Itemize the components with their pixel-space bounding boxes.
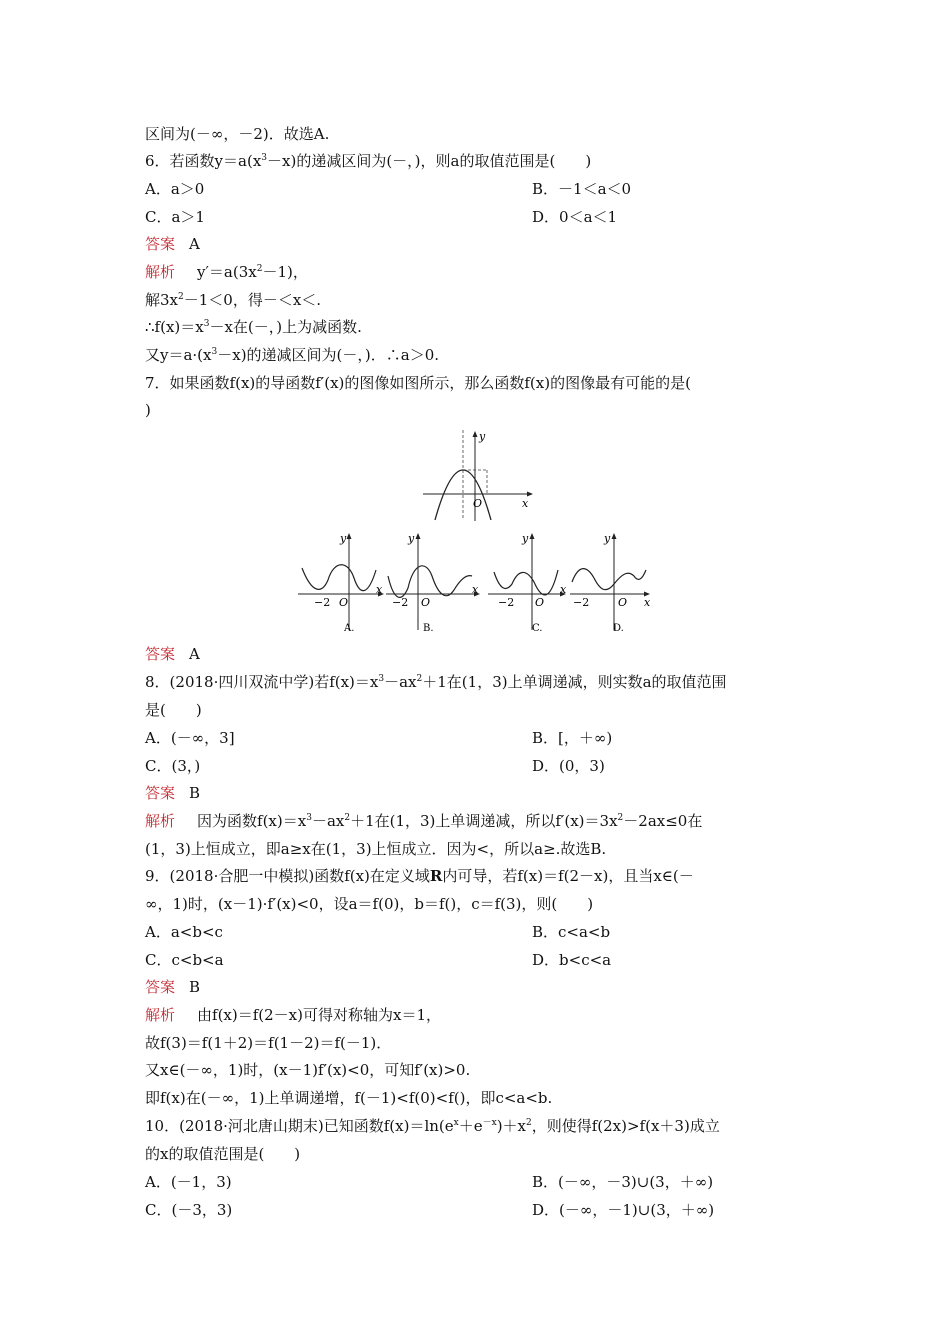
- q9-solution-2: 故f(3)＝f(1＋2)＝f(1－2)＝f(－1)．: [145, 1034, 392, 1052]
- q9-answer: 答案 B: [145, 978, 201, 996]
- q6-option-d: D．0＜a＜1: [532, 208, 618, 226]
- axis-y-label: y: [479, 430, 486, 443]
- q10-option-b: B．(－∞，－3)∪(3，＋∞): [532, 1173, 714, 1191]
- question-8-cont: 是( ): [145, 701, 202, 719]
- tick-label: −2: [573, 596, 590, 609]
- origin-label: O: [473, 497, 483, 510]
- q6-solution-3: $\therefore f(x)=x^3-x$在(－，)上为减函数.: [145, 318, 362, 336]
- option-graph-d: [570, 532, 651, 634]
- q6-option-a: A．a＞0: [145, 180, 205, 198]
- option-label-d: D.: [613, 623, 624, 634]
- origin-label: O: [339, 596, 349, 609]
- q9-option-b: B．c<a<b: [532, 923, 611, 941]
- q6-option-c: C．a＞1: [145, 208, 205, 226]
- question-9: 9．(2018·合肥一中模拟)函数f(x)在定义域R内可导，若f(x)＝f(2－x)，且当x∈(－: [145, 867, 694, 885]
- q8-option-a: A．(－∞，3]: [145, 729, 235, 747]
- q9-option-d: D．b<c<a: [532, 951, 612, 969]
- question-10-cont: 的x的取值范围是( ): [145, 1145, 301, 1163]
- q9-solution-1: 解析 由f(x)＝f(2－x)可得对称轴为x＝1，: [145, 1006, 441, 1024]
- q10-option-a: A．(－1，3): [145, 1173, 232, 1191]
- origin-label: O: [535, 596, 545, 609]
- axis-x-label: x: [376, 583, 383, 596]
- question-8: 8．(2018·四川双流中学)若$f(x)=x^3-ax^2+1$在(1，3)上单调递减，则实数a的取值范围: [145, 673, 727, 691]
- option-graph-b: [386, 532, 480, 634]
- q9-solution-3: 又x∈(－∞，1)时，(x－1)f′(x)<0，可知f′(x)>0.: [145, 1061, 471, 1079]
- q8-solution-2: (1，3)上恒成立，即a≥x在(1，3)上恒成立．因为<，所以a≥.故选B.: [145, 840, 607, 858]
- q8-option-c: C．(3，): [145, 757, 201, 775]
- option-label-b: B.: [423, 623, 434, 634]
- q8-answer: 答案 B: [145, 784, 201, 802]
- question-9-cont: ∞，1)时，(x－1)·f′(x)<0，设a＝f(0)，b＝f()，c＝f(3)，则( ): [145, 895, 594, 913]
- q7-answer: 答案 A: [145, 645, 200, 663]
- question-6: 6．若函数$y=a(x^3-x)$的递减区间为(－，)，则a的取值范围是( ): [145, 152, 592, 170]
- axis-x-label: x: [644, 596, 651, 609]
- option-graphs-figure: [296, 530, 656, 636]
- q6-solution-4: 又$y=a\cdot(x^3-x)$的递减区间为(－，)．∴a＞0.: [145, 346, 440, 364]
- text-line: 区间为(－∞，－2)．故选A.: [145, 125, 330, 143]
- origin-label: O: [421, 596, 431, 609]
- question-7-cont: ): [145, 401, 151, 419]
- axis-y-label: y: [408, 532, 415, 545]
- q8-option-d: D．(0，3): [532, 757, 605, 775]
- q6-solution-1: 解析 $y'=a(3x^2-1)$，: [145, 263, 308, 281]
- q6-answer: 答案 A: [145, 235, 200, 253]
- derivative-graph-figure: [415, 428, 540, 523]
- tick-label: −2: [392, 596, 409, 609]
- q8-option-b: B．[，＋∞): [532, 729, 613, 747]
- q6-solution-2: 解$3x^2-1<0$，得－＜x＜.: [145, 291, 322, 309]
- option-graph-a: [298, 532, 384, 634]
- q9-solution-4: 即f(x)在(－∞，1)上单调递增，f(－1)<f(0)<f()，即c<a<b.: [145, 1089, 553, 1107]
- option-label-c: C.: [532, 623, 543, 634]
- axis-y-label: y: [604, 532, 611, 545]
- axis-x-label: x: [522, 497, 529, 510]
- tick-label: −2: [314, 596, 331, 609]
- tick-label: −2: [498, 596, 515, 609]
- question-7: 7．如果函数f(x)的导函数f′(x)的图像如图所示，那么函数f(x)的图像最有可能的是(: [145, 374, 691, 392]
- option-graph-c: [488, 532, 567, 634]
- option-label-a: A.: [344, 623, 355, 634]
- origin-label: O: [618, 596, 628, 609]
- q9-option-a: A．a<b<c: [145, 923, 223, 941]
- axis-y-label: y: [340, 532, 347, 545]
- q8-solution-1: 解析 因为函数$f(x)=x^3-ax^2+1$在(1，3)上单调递减，所以$f'(x)=3x^2-2ax\le 0$在: [145, 812, 703, 830]
- axis-x-label: x: [560, 583, 567, 596]
- axis-x-label: x: [472, 583, 479, 596]
- q6-option-b: B．－1＜a＜0: [532, 180, 632, 198]
- q10-option-d: D．(－∞，－1)∪(3，＋∞): [532, 1201, 715, 1219]
- question-10: 10．(2018·河北唐山期末)已知函数$f(x)=\ln(e^x+e^{-x})+x^2$，则使得f(2x)>f(x＋3)成立: [145, 1117, 720, 1135]
- axis-y-label: y: [522, 532, 529, 545]
- q9-option-c: C．c<b<a: [145, 951, 224, 969]
- q10-option-c: C．(－3，3): [145, 1201, 233, 1219]
